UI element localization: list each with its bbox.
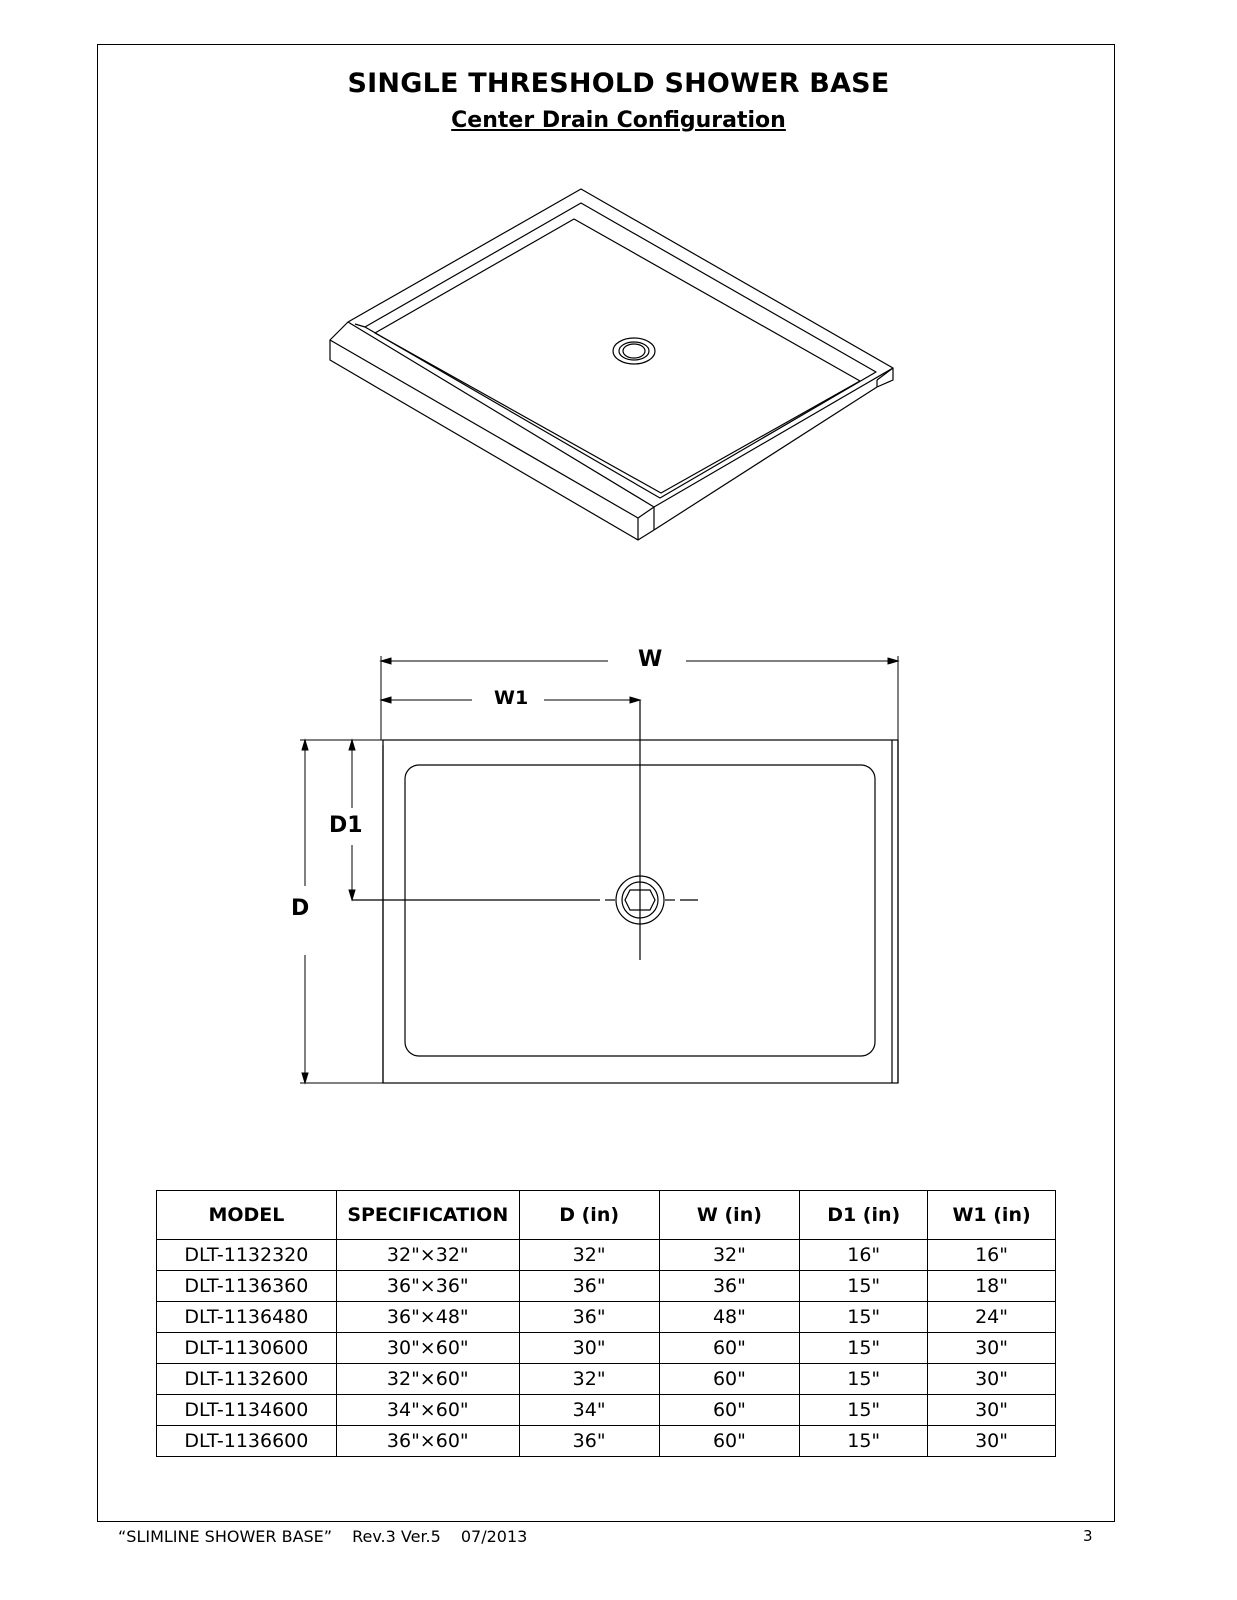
page-number: 3: [1083, 1527, 1093, 1545]
dim-label-w: W: [638, 647, 663, 672]
cell-specification: 32"×60": [336, 1364, 519, 1395]
cell-specification: 34"×60": [336, 1395, 519, 1426]
column-header-w: W (in): [659, 1191, 800, 1240]
dim-label-d1: D1: [329, 813, 363, 838]
cell-w: 36": [659, 1271, 800, 1302]
table-row: [157, 1302, 1056, 1333]
cell-d1: 16": [800, 1240, 928, 1271]
table-row: [157, 1364, 1056, 1395]
isometric-shower-base-drawing: [320, 180, 910, 550]
table-row: [157, 1271, 1056, 1302]
dim-label-d: D: [291, 896, 310, 921]
cell-d: 36": [519, 1302, 659, 1333]
cell-model: DLT-1130600: [157, 1333, 337, 1364]
cell-d: 36": [519, 1426, 659, 1457]
cell-specification: 30"×60": [336, 1333, 519, 1364]
table-row: [157, 1426, 1056, 1457]
cell-d1: 15": [800, 1426, 928, 1457]
cell-model: DLT-1132600: [157, 1364, 337, 1395]
page-title: SINGLE THRESHOLD SHOWER BASE: [347, 68, 890, 99]
cell-w1: 18": [928, 1271, 1056, 1302]
cell-w1: 24": [928, 1302, 1056, 1333]
footer-revision: Rev.3 Ver.5: [352, 1527, 441, 1546]
base-side-face: [330, 340, 638, 540]
table-row: [157, 1395, 1056, 1426]
specification-table: [156, 1190, 1056, 1457]
cell-model: DLT-1134600: [157, 1395, 337, 1426]
cell-d1: 15": [800, 1364, 928, 1395]
table-row: [157, 1240, 1056, 1271]
cell-w1: 30": [928, 1364, 1056, 1395]
cell-d: 34": [519, 1395, 659, 1426]
table-header-row: [157, 1191, 1056, 1240]
cell-d1: 15": [800, 1333, 928, 1364]
cell-d: 32": [519, 1364, 659, 1395]
iso-drain: [613, 338, 655, 364]
plan-view-drawing: [280, 640, 940, 1100]
cell-d: 30": [519, 1333, 659, 1364]
cell-w1: 30": [928, 1426, 1056, 1457]
cell-w1: 16": [928, 1240, 1056, 1271]
table-row: [157, 1333, 1056, 1364]
cell-w: 60": [659, 1395, 800, 1426]
cell-model: DLT-1136480: [157, 1302, 337, 1333]
cell-w: 60": [659, 1426, 800, 1457]
column-header-d: D (in): [519, 1191, 659, 1240]
cell-w1: 30": [928, 1395, 1056, 1426]
cell-specification: 36"×36": [336, 1271, 519, 1302]
cell-specification: 36"×48": [336, 1302, 519, 1333]
cell-model: DLT-1136600: [157, 1426, 337, 1457]
dim-label-w1: W1: [494, 687, 529, 709]
footer-date: 07/2013: [460, 1527, 528, 1546]
cell-w: 60": [659, 1333, 800, 1364]
column-header-model: MODEL: [157, 1191, 337, 1240]
column-header-d1: D1 (in): [800, 1191, 928, 1240]
footer-document-name: “SLIMLINE SHOWER BASE”: [118, 1527, 333, 1546]
cell-d: 36": [519, 1271, 659, 1302]
cell-specification: 32"×32": [336, 1240, 519, 1271]
cell-specification: 36"×60": [336, 1426, 519, 1457]
cell-w: 60": [659, 1364, 800, 1395]
base-floor: [375, 219, 860, 493]
cell-d1: 15": [800, 1302, 928, 1333]
page-subtitle: Center Drain Configuration: [451, 108, 786, 133]
page-footer: [118, 1527, 547, 1546]
base-inner-rim: [365, 203, 876, 498]
cell-w: 48": [659, 1302, 800, 1333]
cell-model: DLT-1136360: [157, 1271, 337, 1302]
cell-d: 32": [519, 1240, 659, 1271]
cell-w: 32": [659, 1240, 800, 1271]
column-header-specification: SPECIFICATION: [336, 1191, 519, 1240]
column-header-w1: W1 (in): [928, 1191, 1056, 1240]
cell-d1: 15": [800, 1271, 928, 1302]
cell-d1: 15": [800, 1395, 928, 1426]
cell-model: DLT-1132320: [157, 1240, 337, 1271]
cell-w1: 30": [928, 1333, 1056, 1364]
